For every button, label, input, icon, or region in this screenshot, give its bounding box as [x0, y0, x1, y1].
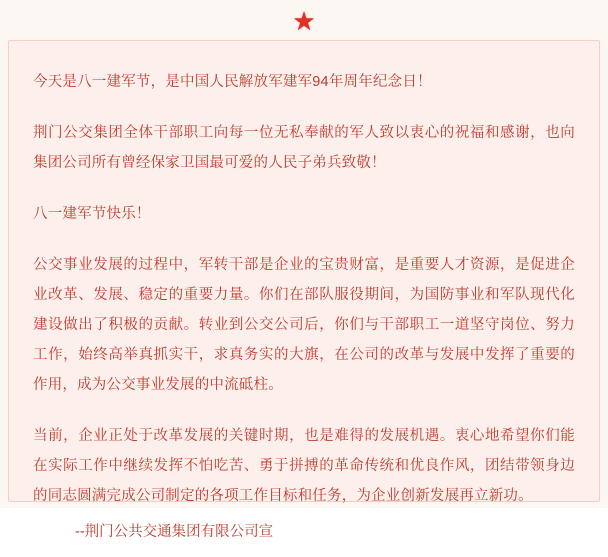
paragraph: 今天是八一建军节，是中国人民解放军建军94年周年纪念日！ — [33, 74, 432, 90]
message-body — [9, 41, 599, 557]
signature-line: --荆门公共交通集团有限公司宣 — [75, 524, 274, 540]
red-star-icon: ★ — [292, 6, 316, 36]
paragraph: 公交事业发展的过程中，军转干部是企业的宝贵财富，是重要人才资源，是促进企业改革、发展、稳定的重要力量。你们在部队服役期间，为国防事业和军队现代化建设做出了积极的贡献。转业到公交公司后，你们与干部职工一道坚守岗位、努力工作，始终高举真抓实干，求真务实的大旗，在公司的改革与发展中发挥了重要的作用，成为公交事业发展的中流砥柱。 — [33, 257, 575, 393]
message-card — [8, 40, 600, 540]
paragraph: 当前，企业正处于改革发展的关键时期，也是难得的发展机遇。衷心地希望你们能在实际工作中继续发挥不怕吃苦、勇于拼搏的革命传统和优良作风，团结带领身边的同志圆满完成公司制定的各项工作目标和任务，为企业创新发展再立新功。 — [33, 428, 575, 504]
header-banner — [0, 0, 608, 42]
paragraph: 八一建军节快乐！ — [33, 206, 151, 222]
paragraph: 荆门公交集团全体干部职工向每一位无私奉献的军人致以衷心的祝福和感谢，也向集团公司所有曾经保家卫国最可爱的人民子弟兵致敬！ — [33, 125, 575, 171]
